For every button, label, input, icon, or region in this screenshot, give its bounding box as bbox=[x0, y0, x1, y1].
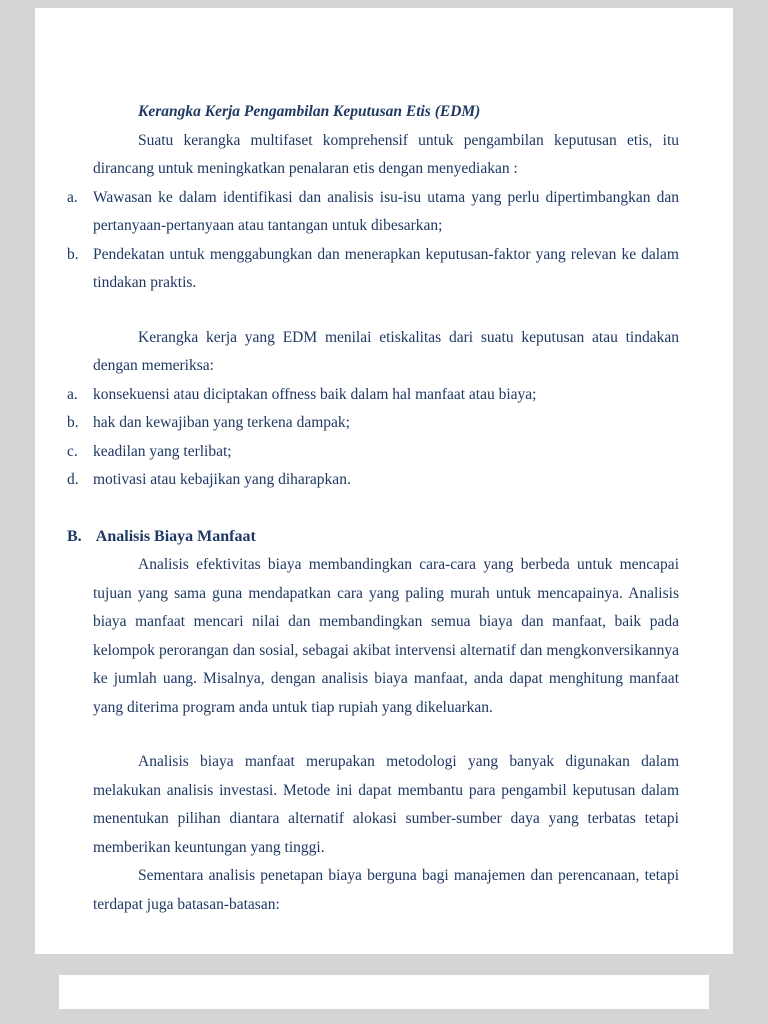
list-item bbox=[67, 241, 679, 298]
list-item-text: Pendekatan untuk menggabungkan dan menerapkan keputusan-faktor yang relevan ke dalam tindakan praktis. bbox=[93, 245, 679, 291]
list-marker: d. bbox=[67, 471, 79, 488]
list-item bbox=[67, 466, 679, 495]
section-heading-text: Analisis Biaya Manfaat bbox=[95, 527, 256, 545]
list-item bbox=[67, 381, 679, 410]
list-marker: a. bbox=[67, 385, 78, 403]
list-marker: b. bbox=[67, 414, 79, 431]
list-item bbox=[67, 184, 679, 241]
section-heading-label: B. bbox=[67, 527, 82, 545]
list-item bbox=[67, 409, 679, 438]
list-item-text: hak dan kewajiban yang terkena dampak; bbox=[93, 414, 350, 431]
list-item-text: konsekuensi atau diciptakan offness baik dalam hal manfaat atau biaya; bbox=[93, 385, 537, 403]
list-item-text: motivasi atau kebajikan yang diharapkan. bbox=[93, 471, 351, 488]
document-page bbox=[35, 8, 733, 954]
list-item-text: Wawasan ke dalam identifikasi dan analisis isu-isu utama yang perlu dipertimbangkan dan pertanyaan-pertanyaan atau tantangan untuk dibesarkan; bbox=[93, 188, 679, 234]
list-marker: c. bbox=[67, 442, 78, 460]
edm-check-paragraph: Kerangka kerja yang EDM menilai etiskalitas dari suatu keputusan atau tindakan dengan memeriksa: bbox=[93, 328, 679, 374]
cba-paragraph-1: Analisis efektivitas biaya membandingkan cara-cara yang berbeda untuk mencapai tujuan yang sama guna mendapatkan cara yang paling murah untuk mencapainya. Analisis biaya manfaat mencari nilai dan membandingkan semua biaya dan manfaat, baik pada kelompok perorangan dan sosial, sebagai akibat intervensi alternatif dan mengkonversikannya ke jumlah uang. Misalnya, dengan analisis biaya manfaat, anda dapat menghitung manfaat yang diterima program anda untuk tiap rupiah yang dikeluarkan. bbox=[93, 556, 679, 716]
list-examine bbox=[67, 381, 679, 495]
list-provide bbox=[67, 184, 679, 298]
cba-paragraph-3: Sementara analisis penetapan biaya berguna bagi manajemen dan perencanaan, tetapi terdapat juga batasan-batasan: bbox=[93, 867, 679, 913]
list-marker: b. bbox=[67, 245, 79, 263]
cba-paragraph-2: Analisis biaya manfaat merupakan metodologi yang banyak digunakan dalam melakukan analisis investasi. Metode ini dapat membantu para pengambil keputusan dalam menentukan pilihan diantara alternatif alokasi sumber-sumber daya yang terbatas tetapi memberikan keuntungan yang tinggi. bbox=[93, 753, 679, 856]
list-item bbox=[67, 438, 679, 467]
intro-paragraph: Suatu kerangka multifaset komprehensif untuk pengambilan keputusan etis, itu dirancang untuk meningkatkan penalaran etis dengan menyediakan : bbox=[93, 131, 679, 177]
document-title: Kerangka Kerja Pengambilan Keputusan Etis (EDM) bbox=[138, 103, 481, 120]
section-heading bbox=[67, 523, 679, 552]
list-item-text: keadilan yang terlibat; bbox=[93, 442, 232, 460]
list-marker: a. bbox=[67, 188, 78, 206]
next-page-preview bbox=[59, 975, 709, 1009]
